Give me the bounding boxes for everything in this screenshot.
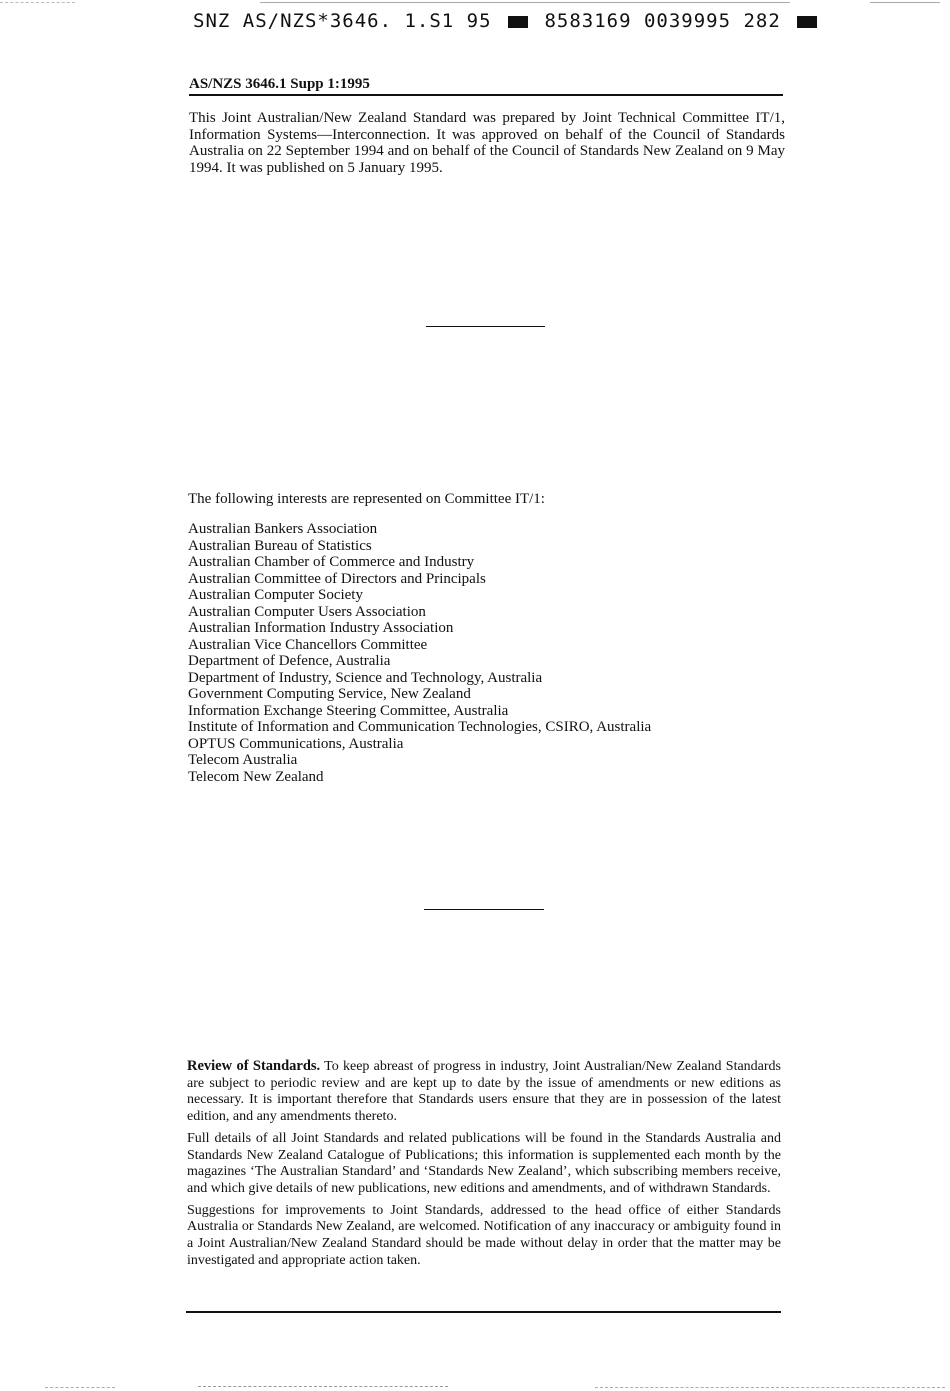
list-item: Institute of Information and Communication Technologies, CSIRO, Australia (188, 719, 652, 735)
list-item: Department of Industry, Science and Technology, Australia (188, 669, 543, 686)
scan-artifact-line (45, 1387, 115, 1388)
review-paragraph-1 (187, 1058, 781, 1126)
list-item: Australian Computer Society (188, 587, 363, 603)
list-item: Australian Bankers Association (188, 521, 378, 537)
list-item: Australian Committee of Directors and Principals (188, 570, 486, 587)
list-item: Australian Computer Users Association (188, 603, 426, 620)
black-block-mark (797, 16, 817, 28)
list-item: Australian Bureau of Statistics (188, 537, 372, 554)
list-item: Department of Defence, Australia (188, 653, 391, 669)
review-title: Review of Standards. (187, 1058, 321, 1074)
review-paragraph-1-body: To keep abreast of progress in industry, Joint Australian/New Zealand Standards are subject to periodic review and are kept up to date by the issue of amendments or new editions as necessary. It is important therefore that Standards users ensure that they are in possession of the latest edition, and any amendments thereto. (187, 1059, 781, 1125)
list-item: Government Computing Service, New Zealand (188, 686, 471, 702)
review-of-standards-section (187, 1058, 781, 1274)
list-item: Information Exchange Steering Committee, Australia (188, 702, 509, 719)
section-divider (424, 909, 544, 910)
scan-artifact-line (595, 1387, 945, 1388)
list-item: OPTUS Communications, Australia (188, 735, 404, 752)
scan-header-right: 8583169 0039995 282 (544, 10, 781, 32)
scan-header (193, 10, 821, 32)
bottom-rule (186, 1311, 781, 1313)
list-item: Australian Chamber of Commerce and Industry (188, 554, 475, 570)
scan-artifact-line (198, 1386, 448, 1387)
section-divider (426, 326, 545, 327)
review-paragraph-2: Full details of all Joint Standards and related publications will be found in the Standards Australia and Standards New Zealand Catalogue of Publications; this information is supplemented each month by the magazines ‘The Australian Standard’ and ‘Standards New Zealand’, which subscribing members receive, and which give details of new publications, new editions and amendments, and of withdrawn Standards. (187, 1130, 781, 1196)
scan-artifact-line (0, 2, 75, 3)
list-item: Australian Information Industry Association (188, 620, 454, 636)
list-item: Telecom New Zealand (188, 768, 324, 785)
committee-heading: The following interests are represented on Committee IT/1: (188, 491, 545, 507)
black-block-mark (508, 16, 528, 28)
scan-header-left: SNZ AS/NZS*3646. 1.S1 95 (193, 10, 492, 32)
committee-members-list (188, 521, 788, 785)
document-id: AS/NZS 3646.1 Supp 1:1995 (189, 75, 783, 96)
review-paragraph-3: Suggestions for improvements to Joint Standards, addressed to the head office of either Standards Australia or Standards New Zealand, are welcomed. Notification of any inaccuracy or ambiguity found in a Joint Australian/New Zealand Standard should be made without delay in order that the matter may be investigated and appropriate action taken. (187, 1202, 781, 1268)
scan-artifact-line (260, 2, 790, 3)
list-item: Australian Vice Chancellors Committee (188, 636, 428, 653)
list-item: Telecom Australia (188, 752, 298, 768)
intro-paragraph: This Joint Australian/New Zealand Standard was prepared by Joint Technical Committee IT/1, Information Systems—Interconnection. It was approved on behalf of the Council of Standards Australia on 22 September 1994 and on behalf of the Council of Standards New Zealand on 9 May 1994. It was published on 5 January 1995. (189, 110, 785, 176)
scan-artifact-line (870, 2, 940, 3)
